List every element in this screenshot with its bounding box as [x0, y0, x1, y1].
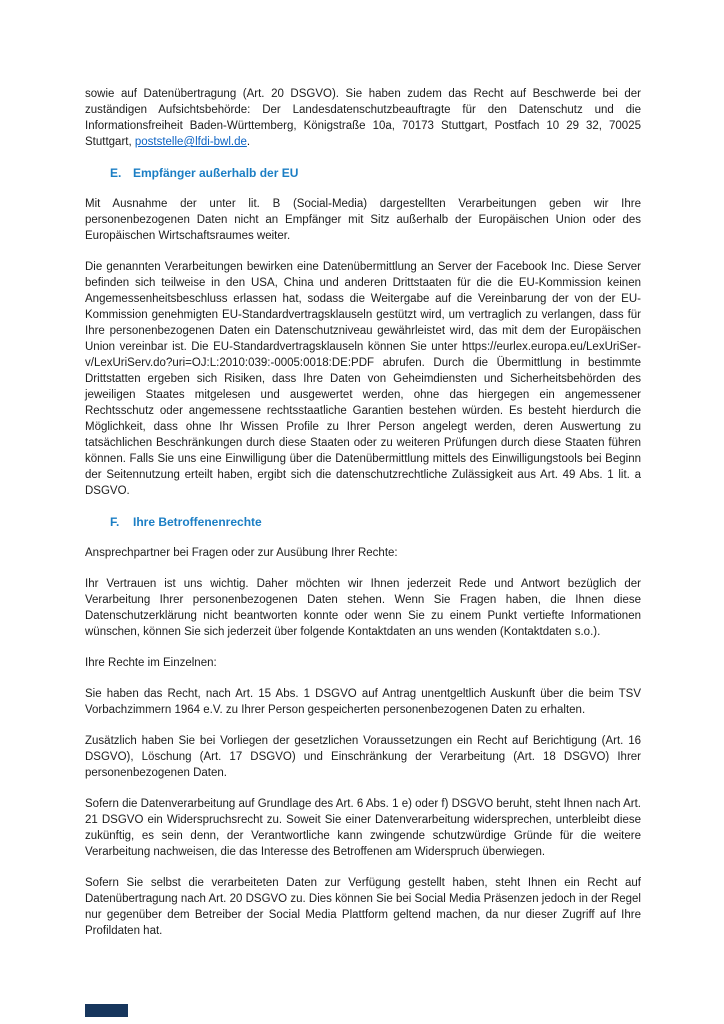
paragraph — [85, 576, 641, 640]
text-run: Zusätzlich haben Sie bei Vorliegen der gesetzlichen Voraussetzungen ein Recht auf Berichtigung (Art. 16 DSGVO), Löschung (Art. 17 DSGVO) und Einschränkung der Verarbeitung (Art. 18 DSGVO) Ihrer personenbezogenen Daten. — [85, 735, 641, 779]
paragraph — [85, 259, 641, 499]
heading-label: Empfänger außerhalb der EU — [133, 166, 299, 180]
text-run: Sofern die Datenverarbeitung auf Grundlage des Art. 6 Abs. 1 e) oder f) DSGVO beruht, steht Ihnen nach Art. 21 DSGVO ein Widerspruchsrecht zu. Soweit Sie einer Datenverarbeitung widersprechen, unterbleibt diese zukünftig, es sein denn, der Verantwortliche kann zwingende schutzwürdige Gründe für die weitere Verarbeitung nachweisen, die das Interesse des Betroffenen am Widerspruch überwiegen. — [85, 798, 641, 858]
paragraph — [85, 86, 641, 150]
text-run: Sie haben das Recht, nach Art. 15 Abs. 1 DSGVO auf Antrag unentgeltlich Auskunft über die beim TSV Vorbachzimmern 1964 e.V. zu Ihrer Person gespeicherten personenbezogenen Daten zu erhalten. — [85, 688, 641, 716]
paragraph — [85, 733, 641, 781]
paragraph — [85, 655, 641, 671]
heading-letter: F. — [110, 515, 120, 529]
page-footer-mark — [85, 1004, 128, 1017]
heading-letter: E. — [110, 166, 122, 180]
paragraph — [85, 196, 641, 244]
document-content — [85, 86, 641, 954]
section-heading — [85, 514, 641, 530]
paragraph — [85, 796, 641, 860]
text-run: Mit Ausnahme der unter lit. B (Social-Media) dargestellten Verarbeitungen geben wir Ihre personenbezogenen Daten nicht an Empfänger mit Sitz außerhalb der Europäischen Union oder des Europäischen Wirtschaftsraumes weiter. — [85, 198, 641, 242]
text-run: . — [246, 136, 251, 148]
text-run: Ansprechpartner bei Fragen oder zur Ausübung Ihrer Rechte: — [85, 547, 398, 559]
section-heading — [85, 165, 641, 181]
paragraph — [85, 875, 641, 939]
text-run: sowie auf Datenübertragung (Art. 20 DSGVO). Sie haben zudem das Recht auf Beschwerde bei der zuständigen Aufsichtsbehörde: Der Landesdatenschutzbeauftragte für den Datenschutz und die Informationsfreiheit Baden-Württemberg, Königstraße 10a, 70173 Stuttgart, Postfach 10 29 32, 70025 Stuttgart, — [85, 88, 641, 148]
paragraph — [85, 686, 641, 718]
heading-label: Ihre Betroffenenrechte — [133, 515, 262, 529]
text-run: Die genannten Verarbeitungen bewirken eine Datenübermittlung an Server der Facebook Inc. Diese Server befinden sich teilweise in den USA, China und anderen Drittstaaten für die die EU-Kommission keinen Angemessenheitsbeschluss erlassen hat, sodass die Weitergabe auf die Vereinbarung der von der EU-Kommission genehmigten EU-Standardvertragsklauseln gestützt wird, um vertraglich zu verlangen, dass für Ihre personenbezogenen Daten ein Datenschutzniveau gewährleistet wird, das mit dem der Europäischen Union vereinbar ist. Die EU-Standardvertragsklauseln können Sie unter https://eurlex.europa.eu/LexUriSer-v/LexUriServ.do?uri=OJ:L:2010:039:-0005:0018:DE:PDF abrufen. Durch die Übermittlung in bestimmte Drittstatten ergeben sich Risiken, dass Ihre Daten von Geheimdiensten und Sicherheitsbehörden des jeweiligen Staates mitgelesen und ausgewertet werden, ohne das hiergegen ein angemessener Rechtsschutz oder angemessene rechtsstaatliche Garantien bestehen würden. Es besteht hierdurch die Möglichkeit, dass ohne Ihr Wissen Profile zu Ihrer Person angelegt werden, deren Auswertung zu tatsächlichen Beschränkungen durch diese Staaten oder zu weiteren Prüfungen durch diese Staaten führen können. Falls Sie uns eine Einwilligung über die Datenübermittlung mittels des Einwilligungstools bei Beginn der Seitennutzung erteilt haben, ergibt sich die datenschutzrechtliche Zulässigkeit aus Art. 49 Abs. 1 lit. a DSGVO. — [85, 261, 641, 497]
text-run: Sofern Sie selbst die verarbeiteten Daten zur Verfügung gestellt haben, steht Ihnen ein Recht auf Datenübertragung nach Art. 20 DSGVO zu. Dies können Sie bei Social Media Präsenzen jedoch in der Regel nur gegenüber dem Betreiber der Social Media Plattform geltend machen, da nur dieser Zugriff auf Ihre Profildaten hat. — [85, 877, 641, 937]
paragraph — [85, 545, 641, 561]
text-run: Ihre Rechte im Einzelnen: — [85, 657, 217, 669]
text-run: Ihr Vertrauen ist uns wichtig. Daher möchten wir Ihnen jederzeit Rede und Antwort bezüglich der Verarbeitung Ihrer personenbezogenen Daten stehen. Wenn Sie Fragen haben, die Ihnen diese Datenschutzerklärung nicht beantworten konnte oder wenn Sie zu einem Punkt vertiefte Informationen wünschen, können Sie sich jederzeit über folgende Kontaktdaten an uns wenden (Kontaktdaten s.o.). — [85, 578, 641, 638]
email-link[interactable]: poststelle@lfdi-bwl.de — [134, 136, 247, 148]
